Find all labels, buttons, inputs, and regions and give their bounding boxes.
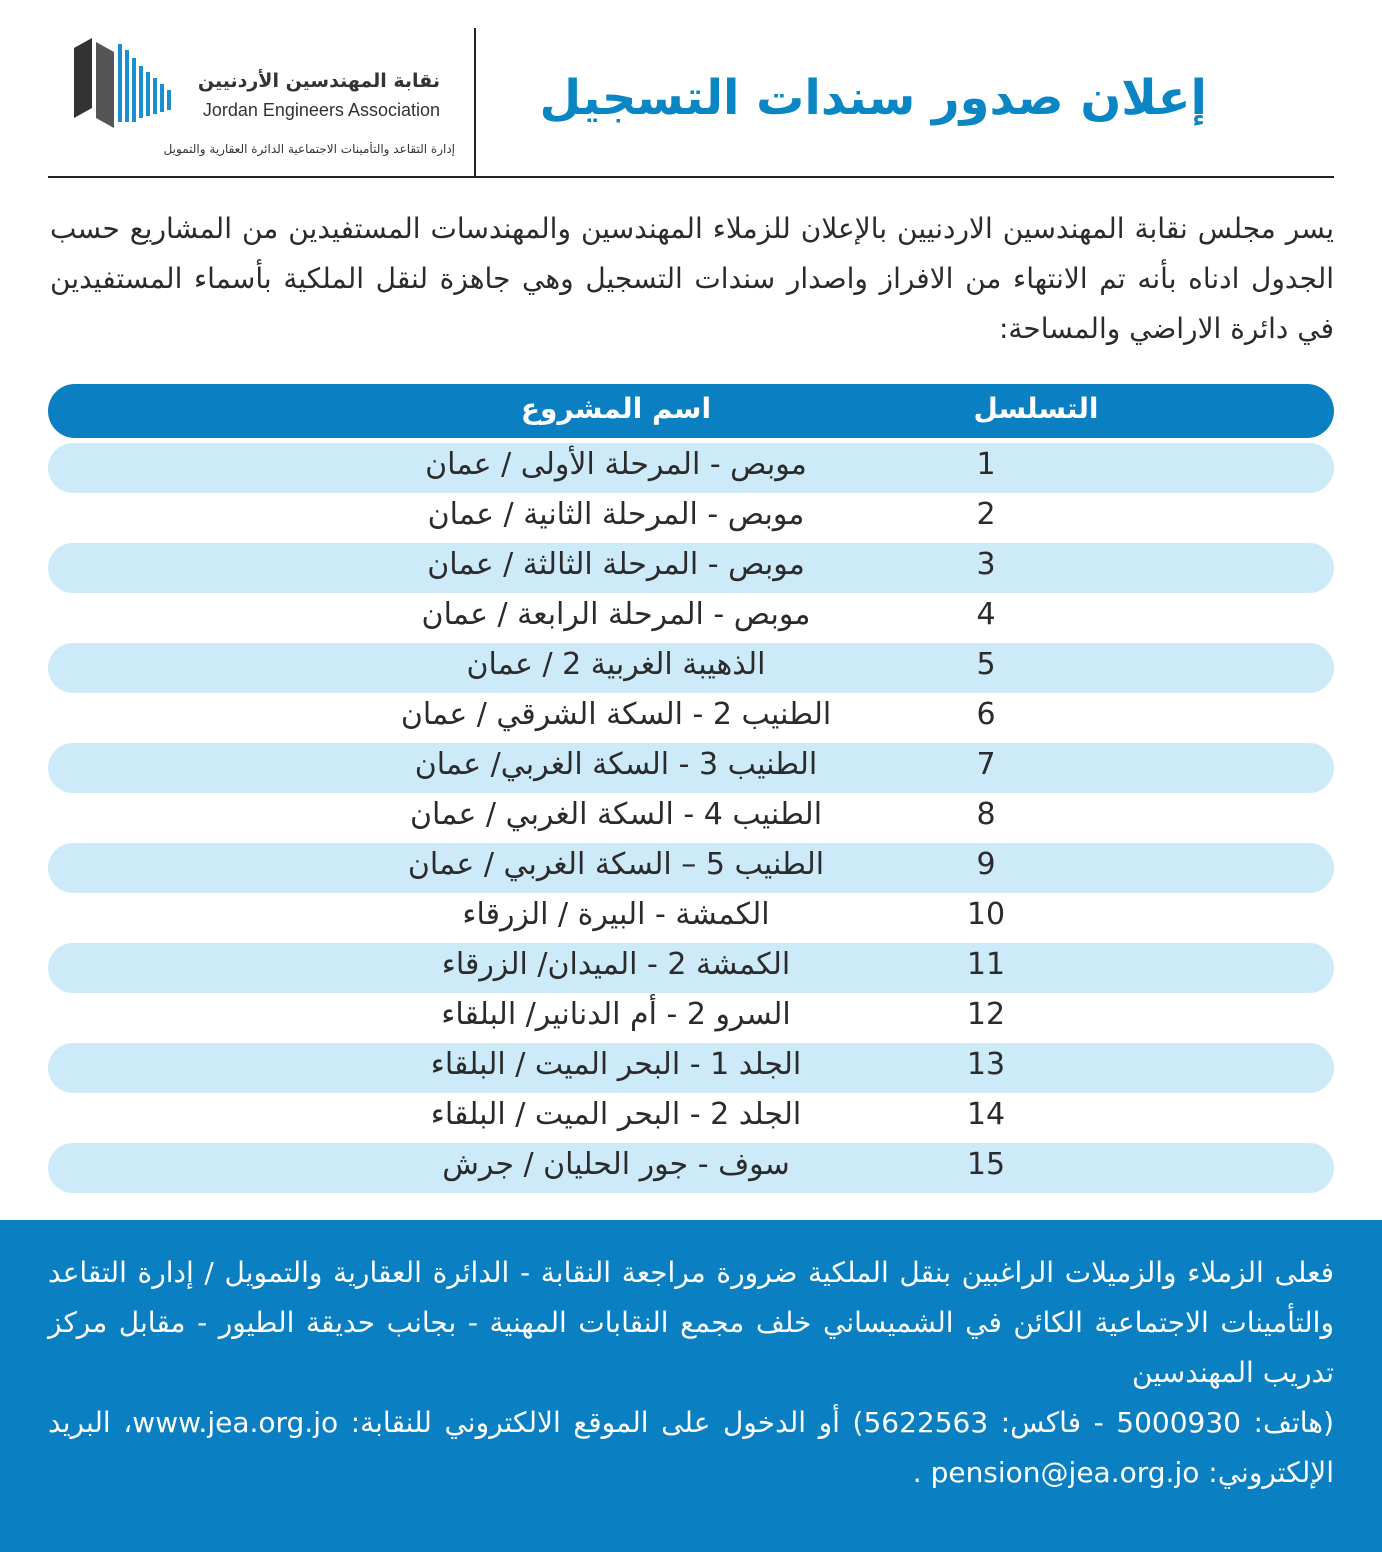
row-project-name: الذهيبة الغربية 2 / عمان — [466, 647, 766, 682]
page-title: إعلان صدور سندات التسجيل — [539, 70, 1207, 126]
row-serial: 14 — [966, 1097, 1006, 1132]
row-project-name: موبص - المرحلة الثالثة / عمان — [427, 547, 805, 582]
row-project-name: السرو 2 - أم الدنانير/ البلقاء — [441, 997, 791, 1032]
column-header-serial: التسلسل — [973, 392, 1099, 425]
intro-paragraph: يسر مجلس نقابة المهندسين الاردنيين بالإعلان للزملاء المهندسين والمهندسات المستفيدين من المشاريع حسب الجدول ادناه بأنه تم الانتهاء من الافراز واصدار سندات التسجيل وهي جاهزة لنقل الملكية بأسماء المستفيدين في دائرة الاراضي والمساحة: — [50, 212, 1334, 345]
row-serial: 7 — [976, 747, 996, 782]
logo-name-english: Jordan Engineers Association — [202, 100, 440, 120]
row-serial: 15 — [966, 1147, 1006, 1182]
row-serial: 3 — [976, 547, 996, 582]
row-project-name: موبص - المرحلة الأولى / عمان — [425, 447, 807, 482]
row-project-name: الطنيب 4 - السكة الغربي / عمان — [409, 797, 823, 832]
table-row — [48, 1093, 1334, 1143]
row-project-name: موبص - المرحلة الرابعة / عمان — [421, 597, 811, 632]
row-project-name: الكمشة - البيرة / الزرقاء — [462, 897, 770, 932]
row-serial: 12 — [966, 997, 1006, 1032]
table-row — [48, 793, 1334, 843]
row-serial: 1 — [976, 447, 996, 482]
row-serial: 8 — [976, 797, 996, 832]
row-serial: 9 — [976, 847, 996, 882]
jea-logo-icon — [74, 38, 174, 128]
header — [0, 0, 1382, 178]
table-row — [48, 843, 1334, 893]
footer-contact: (هاتف: 5000930 - فاكس: 5622563) أو الدخول على الموقع الالكتروني للنقابة: www.jea.org.jo، البريد الإلكتروني: pension@jea.org.jo . — [48, 1406, 1334, 1489]
row-serial: 10 — [966, 897, 1006, 932]
table-row — [48, 1143, 1334, 1193]
table-header — [48, 384, 1334, 438]
table-row — [48, 693, 1334, 743]
logo-name-arabic: نقابة المهندسين الأردنيين — [197, 70, 440, 92]
projects-table — [48, 443, 1334, 1193]
row-project-name: الجلد 2 - البحر الميت / البلقاء — [430, 1097, 802, 1132]
row-project-name: الكمشة 2 - الميدان/ الزرقاء — [441, 947, 791, 982]
row-project-name: الطنيب 5 – السكة الغربي / عمان — [407, 847, 825, 882]
row-project-name: الطنيب 2 - السكة الشرقي / عمان — [400, 697, 832, 732]
table-row — [48, 593, 1334, 643]
row-serial: 2 — [976, 497, 996, 532]
column-header-project: اسم المشروع — [520, 392, 712, 425]
row-serial: 11 — [966, 947, 1006, 982]
row-serial: 6 — [976, 697, 996, 732]
row-project-name: الجلد 1 - البحر الميت / البلقاء — [430, 1047, 802, 1082]
row-project-name: الطنيب 3 - السكة الغربي/ عمان — [414, 747, 818, 782]
row-project-name: سوف - جور الحليان / جرش — [442, 1147, 790, 1182]
table-row — [48, 443, 1334, 493]
footer-panel — [0, 1220, 1382, 1552]
table-row — [48, 743, 1334, 793]
header-divider — [474, 28, 476, 176]
row-serial: 5 — [976, 647, 996, 682]
table-row — [48, 993, 1334, 1043]
footer-text — [48, 1248, 1334, 1498]
row-serial: 4 — [976, 597, 996, 632]
row-project-name: موبص - المرحلة الثانية / عمان — [427, 497, 805, 532]
table-row — [48, 643, 1334, 693]
row-serial: 13 — [966, 1047, 1006, 1082]
footer-instructions: فعلى الزملاء والزميلات الراغبين بنقل الملكية ضرورة مراجعة النقابة - الدائرة العقارية والتمويل / إدارة التقاعد والتأمينات الاجتماعية الكائن في الشميساني خلف مجمع النقابات المهنية - بجانب حديقة الطيور - مقابل مركز تدريب المهندسين — [48, 1256, 1334, 1389]
header-rule — [48, 176, 1334, 178]
table-row — [48, 943, 1334, 993]
table-row — [48, 1043, 1334, 1093]
logo-department: إدارة التقاعد والتأمينات الاجتماعية الدائرة العقارية والتمويل — [163, 142, 455, 156]
table-row — [48, 893, 1334, 943]
table-row — [48, 493, 1334, 543]
table-row — [48, 543, 1334, 593]
